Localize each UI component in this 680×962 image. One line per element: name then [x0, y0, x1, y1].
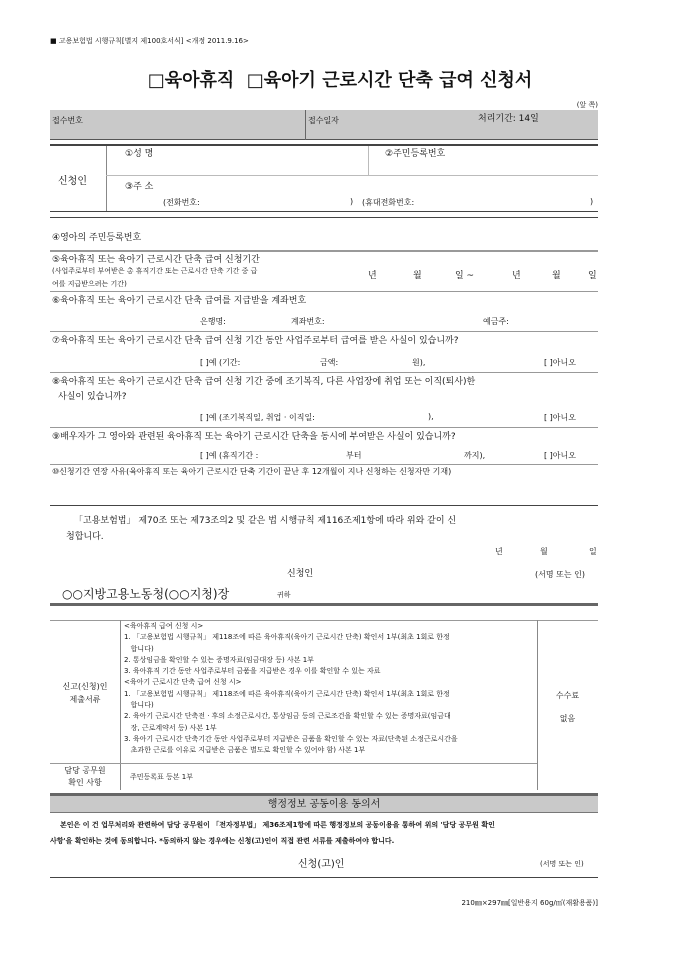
- q8-label: ⑧육아휴직 또는 육아기 근로시간 단축 급여 신청 기간 중에 조기복직, 다른 사업장에 취업 또는 이직(퇴사)한: [52, 377, 476, 387]
- signature-field[interactable]: (서명 또는 인): [535, 570, 585, 579]
- document-line: 1. 「고용보험법 시행규칙」 제118조에 따른 육아휴직(육아기 근로시간 단축) 확인서 1부(최초 1회로 한정: [124, 633, 450, 642]
- statement-text: 청합니다.: [66, 532, 104, 542]
- official-check-value: 주민등록표 등본 1부: [130, 773, 193, 781]
- q5-date-part[interactable]: 년: [512, 271, 521, 281]
- form-title: □육아휴직 □육아기 근로시간 단축 급여 신청서: [147, 70, 533, 91]
- phone-field[interactable]: (전화번호:: [163, 198, 200, 207]
- q8-close: ),: [428, 412, 434, 421]
- documents-label: [50, 680, 120, 706]
- documents-list: [124, 621, 458, 757]
- q5-date-part[interactable]: 일: [588, 271, 597, 281]
- applicant-label: 신청인: [58, 176, 87, 187]
- mobile-close: ): [590, 197, 594, 206]
- q5-note: (사업주로부터 부여받은 총 휴직기간 또는 근로시간 단축 기간 중 급: [52, 267, 258, 275]
- account-holder-field[interactable]: 예금주:: [483, 317, 509, 326]
- official-check-label: [50, 765, 120, 789]
- mobile-field[interactable]: (휴대전화번호:: [362, 198, 415, 207]
- document-line: <육아휴직 급여 신청 시>: [124, 622, 204, 630]
- document-line: 2. 육아기 근로시간 단축전 · 후의 소정근로시간, 통상임금 등의 근로조건을 확인할 수 있는 증명자료(임금대: [124, 712, 451, 721]
- document-line: 장, 근로계약서 등) 사본 1부: [124, 723, 217, 732]
- q7-amount[interactable]: 금액:: [320, 358, 339, 367]
- q9-label: ⑨배우자가 그 영아와 관련된 육아휴직 또는 육아기 근로시간 단축을 동시에 부여받은 사실이 있습니까?: [52, 432, 456, 442]
- name-field[interactable]: ①성 명: [125, 149, 154, 159]
- consent-applicant: 신청(고)인: [298, 859, 345, 870]
- infant-rrn-field[interactable]: ④영아의 주민등록번호: [52, 233, 142, 243]
- document-line: 합니다): [124, 701, 154, 710]
- q5-date-part[interactable]: 년: [368, 271, 377, 281]
- documents-label-line: 제출서류: [69, 695, 101, 704]
- q6-label: ⑥육아휴직 또는 육아기 근로시간 단축 급여를 지급받을 계좌번호: [52, 296, 307, 306]
- document-line: 3. 육아휴직 기간 동안 사업주로부터 금품을 지급받은 경우 이를 확인할 수 있는 자료: [124, 667, 381, 676]
- statement-date-year[interactable]: 년: [495, 547, 503, 556]
- receipt-number-label: 접수번호: [52, 116, 83, 125]
- document-line: 2. 통상임금을 확인할 수 있는 증명자료(임금대장 등) 사본 1부: [124, 655, 314, 664]
- consent-signature-field[interactable]: (서명 또는 인): [540, 860, 584, 868]
- q7-label: ⑦육아휴직 또는 육아기 근로시간 단축 급여 신청 기간 동안 사업주로부터 급여를 받은 사실이 있습니까?: [52, 336, 459, 346]
- official-label-line: 담당 공무원: [64, 766, 106, 775]
- bank-name-field[interactable]: 은행명:: [200, 317, 226, 326]
- q9-yes-checkbox[interactable]: [ ]예 (휴직기간 :: [200, 451, 259, 460]
- q8-label-cont: 사실이 있습니까?: [58, 392, 127, 402]
- statement-text: 「고용보험법」 제70조 또는 제73조의2 및 같은 법 시행규칙 제116조제1항에 따라 위와 같이 신: [74, 516, 457, 526]
- page-side: (앞 쪽): [576, 101, 598, 109]
- q9-to: 까지),: [464, 451, 486, 460]
- address-field[interactable]: ③주 소: [125, 182, 154, 192]
- document-line: 1. 「고용보험법 시행규칙」 제118조에 따른 육아휴직(육아기 근로시간 단축) 확인서 1부(최초 1회로 한정: [124, 689, 450, 698]
- account-number-field[interactable]: 계좌번호:: [291, 317, 325, 326]
- statement-date-month[interactable]: 월: [540, 547, 548, 556]
- q10-label[interactable]: ⑩신청기간 연장 사유(육아휴직 또는 육아기 근로시간 단축 기간이 끝난 후 12개월이 지나 신청하는 신청자만 기재): [52, 467, 452, 476]
- consent-title: 행정정보 공동이용 동의서: [50, 796, 598, 813]
- q8-no-checkbox[interactable]: [ ]아니오: [544, 413, 576, 422]
- fee-value: 없음: [559, 714, 576, 723]
- q5-date-part[interactable]: 월: [413, 271, 422, 281]
- document-line: 3. 육아기 근로시간 단축기간 동안 사업주로부터 지급받은 금품을 확인할 수 있는 자료(단축된 소정근로시간을: [124, 734, 458, 743]
- form-reference-note: ■ 고용보험법 시행규칙[별지 제100호서식] <개정 2011.9.16>: [50, 37, 249, 45]
- document-line: <육아기 근로시간 단축 급여 신청 시>: [124, 678, 242, 687]
- q9-from: 부터: [346, 451, 362, 460]
- document-line: 합니다): [124, 644, 154, 653]
- official-label-line: 확인 사항: [68, 778, 102, 787]
- receipt-date-label: 접수일자: [308, 116, 339, 125]
- q7-yes-checkbox[interactable]: [ ]예 (기간:: [200, 358, 241, 367]
- processing-period: 처리기간: 14일: [478, 114, 539, 124]
- documents-label-line: 신고(신청)인: [62, 682, 108, 691]
- q5-note: 여를 지급받으려는 기간): [52, 280, 127, 288]
- fee-label: 수수료: [555, 691, 580, 700]
- q5-date-part[interactable]: 일 ~: [455, 271, 475, 281]
- recipient: ○○지방고용노동청(○○지청)장: [62, 587, 230, 601]
- statement-applicant: 신청인: [287, 569, 314, 579]
- paper-spec: 210㎜×297㎜[일반용지 60g/㎡(재활용품)]: [461, 899, 598, 907]
- phone-close: ): [350, 197, 354, 206]
- q5-date-part[interactable]: 월: [552, 271, 561, 281]
- honorific: 귀하: [277, 591, 291, 599]
- q8-yes-checkbox[interactable]: [ ]예 (조기복직일, 취업 · 이직일:: [200, 413, 315, 422]
- rrn-field[interactable]: ②주민등록번호: [385, 149, 446, 159]
- consent-text: 사항'을 확인하는 것에 동의합니다. *동의하지 않는 경우에는 신청(고)인이 직접 관련 서류를 제출하여야 합니다.: [50, 837, 395, 845]
- statement-date-day[interactable]: 일: [589, 547, 597, 556]
- q7-won: 원),: [412, 358, 426, 367]
- consent-text: 본인은 이 건 업무처리와 관련하여 담당 공무원이 「전자정부법」 제36조제1항에 따른 행정정보의 공동이용을 통하여 위의 '담당 공무원 확인: [60, 821, 495, 829]
- q7-no-checkbox[interactable]: [ ]아니오: [544, 358, 576, 367]
- q9-no-checkbox[interactable]: [ ]아니오: [544, 451, 576, 460]
- q5-label: ⑤육아휴직 또는 육아기 근로시간 단축 급여 신청기간: [52, 255, 260, 265]
- document-line: 초과한 근로를 이유로 지급받은 금품은 별도로 확인할 수 있어야 함) 사본 1부: [124, 746, 366, 755]
